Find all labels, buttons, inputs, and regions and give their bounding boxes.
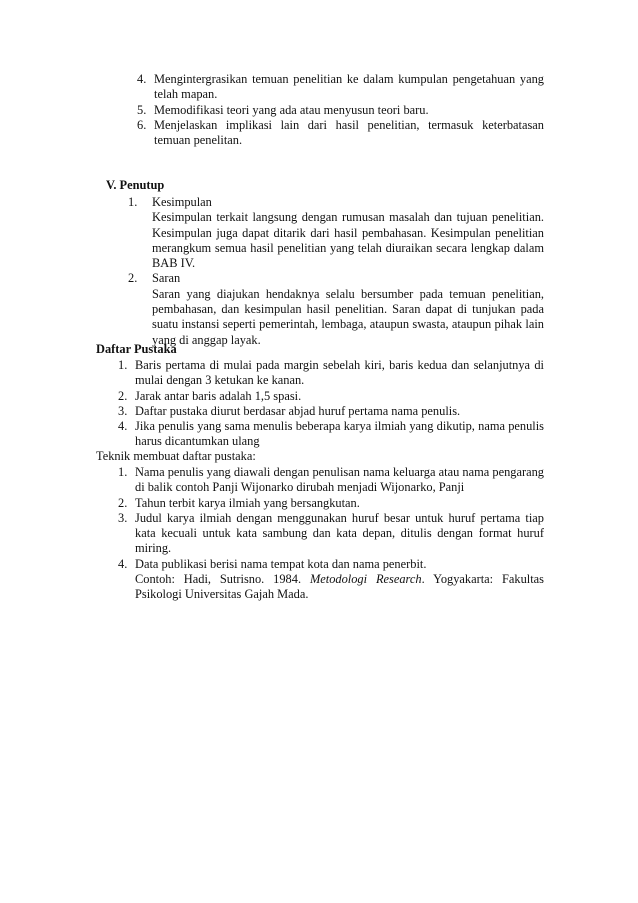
item-number: 5.: [137, 102, 147, 117]
list-item: [118, 389, 544, 404]
citation-prefix: Contoh: Hadi, Sutrisno. 1984.: [135, 572, 302, 587]
item-number: 1.: [118, 465, 128, 479]
penutup-heading-block: [106, 178, 544, 193]
item-text: Jika penulis yang sama menulis beberapa karya ilmiah yang dikutip, nama penulis harus dicantumkan ulang: [135, 419, 544, 449]
citation-example: [135, 572, 544, 603]
item-text: Menjelaskan implikasi lain dari hasil penelitian, termasuk keterbatasan temuan penelitan.: [154, 117, 544, 148]
item-number: 3.: [118, 403, 128, 418]
item-number: 1.: [128, 195, 138, 209]
item-number: 2.: [128, 271, 138, 286]
item-text: Memodifikasi teori yang ada atau menyusun teori baru.: [154, 102, 429, 117]
item-number: 2.: [118, 495, 128, 510]
top-list: [137, 72, 544, 148]
list-item: [118, 419, 544, 450]
list-item: [118, 465, 544, 496]
citation-suffix: . Yogyakarta: Fakultas Psikologi Universitas Gajah Mada.: [135, 572, 544, 602]
item-text: Baris pertama di mulai pada margin sebelah kiri, baris kedua dan selanjutnya di mulai dengan 3 ketukan ke kanan.: [135, 358, 544, 388]
item-body: Kesimpulan terkait langsung dengan rumusan masalah dan tujuan penelitian. Kesimpulan juga dapat ditarik dari hasil pembahasan. Kesimpulan penelitian merangkum semua hasil penelitian yang telah diuraikan secara lengkap dalam BAB IV.: [152, 210, 544, 271]
item-text: Judul karya ilmiah dengan menggunakan huruf besar untuk huruf pertama tiap kata kecuali untuk kata sambung dan kata depan, ditulis dengan format huruf miring.: [135, 510, 544, 556]
item-number: 4.: [118, 419, 128, 434]
item-text: Jarak antar baris adalah 1,5 spasi.: [135, 388, 302, 403]
list-item: [118, 511, 544, 557]
list-item: [128, 195, 544, 271]
penutup-list: [128, 195, 544, 348]
list-item: [137, 118, 544, 149]
teknik-list: [118, 465, 544, 603]
item-title: Saran: [152, 271, 181, 286]
item-text: Tahun terbit karya ilmiah yang bersangkutan.: [135, 495, 360, 510]
list-item: [118, 358, 544, 389]
item-body: Saran yang diajukan hendaknya selalu bersumber pada temuan penelitian, pembahasan, dan kesimpulan hasil penelitian. Saran dapat di tunjukan pada suatu instansi seperti pemerintah, lembaga, ataupun swasta, ataupun pihak lain yang di anggap layak.: [152, 286, 544, 347]
item-number: 2.: [118, 388, 128, 403]
section-heading: Teknik membuat daftar pustaka:: [96, 449, 256, 463]
section-heading: V. Penutup: [106, 178, 165, 192]
daftar-pustaka-list: [118, 358, 544, 450]
teknik-heading-block: [96, 449, 544, 464]
section-heading: Daftar Pustaka: [96, 342, 177, 356]
item-number: 4.: [118, 556, 128, 571]
item-text: Data publikasi berisi nama tempat kota dan nama penerbit.: [135, 556, 427, 571]
list-item: [118, 557, 544, 603]
list-item: [137, 103, 544, 118]
citation-title: Metodologi Research: [309, 572, 422, 587]
list-item: [118, 496, 544, 511]
item-text: Nama penulis yang diawali dengan penulisan nama keluarga atau nama pengarang di balik contoh Panji Wijonarko dirubah menjadi Wijonarko, Panji: [135, 465, 544, 495]
item-title: Kesimpulan: [152, 195, 212, 209]
list-item: [137, 72, 544, 103]
item-text: Daftar pustaka diurut berdasar abjad huruf pertama nama penulis.: [135, 403, 461, 418]
item-number: 6.: [137, 117, 147, 132]
list-item: [128, 271, 544, 347]
item-number: 1.: [118, 358, 128, 372]
list-item: [118, 404, 544, 419]
daftar-pustaka-heading-block: [96, 342, 544, 357]
item-number: 3.: [118, 510, 128, 525]
item-text: Mengintergrasikan temuan penelitian ke dalam kumpulan pengetahuan yang telah mapan.: [154, 72, 544, 102]
item-number: 4.: [137, 72, 147, 86]
